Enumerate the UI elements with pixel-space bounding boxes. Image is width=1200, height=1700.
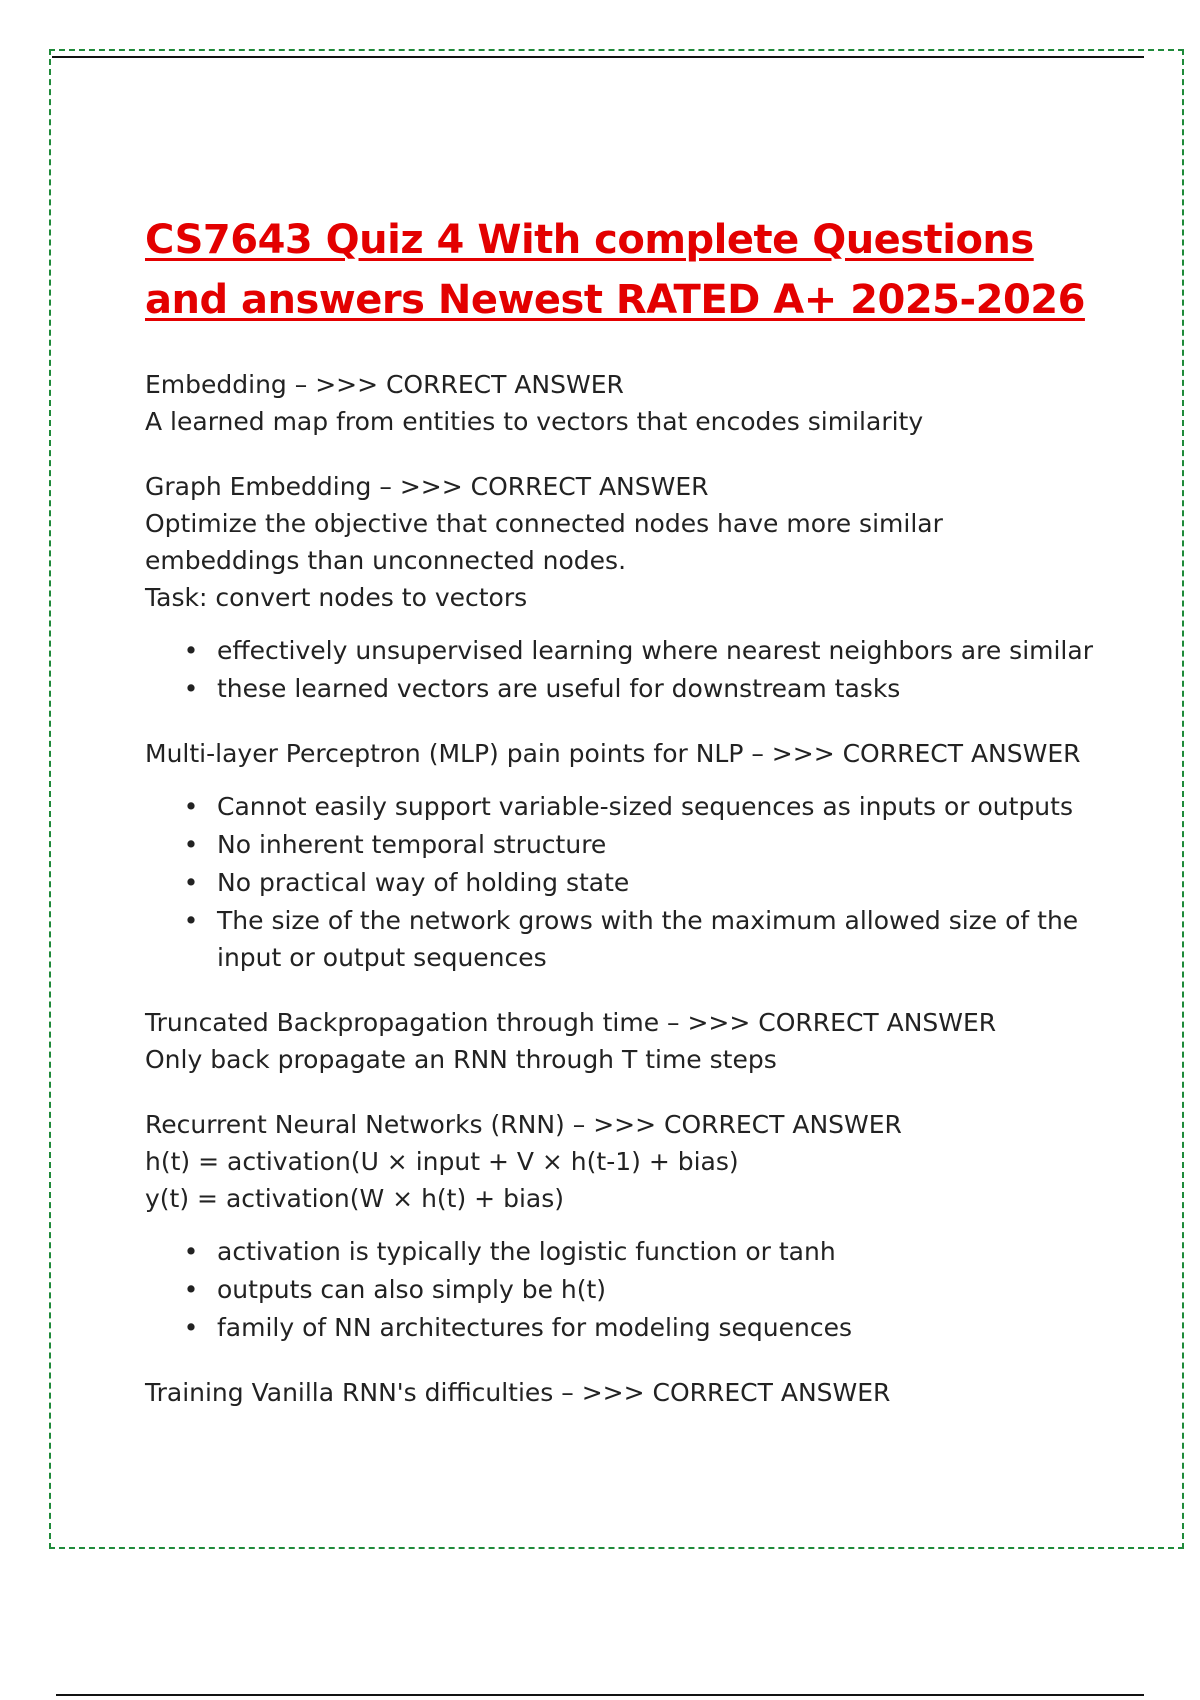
bullet-icon: •	[183, 868, 199, 897]
list-item	[145, 670, 1105, 707]
document-title: CS7643 Quiz 4 With complete Questions and answers Newest RATED A+ 2025-2026	[145, 217, 1085, 323]
bullet-icon: •	[183, 636, 199, 665]
answer-line: y(t) = activation(W × h(t) + bias)	[145, 1184, 564, 1213]
list-item	[145, 1233, 1105, 1270]
list-item	[145, 902, 1097, 976]
bullet-icon: •	[183, 1275, 199, 1304]
document-body	[145, 210, 1105, 1439]
qa-training-vanilla-rnn	[145, 1374, 1105, 1411]
bullet-icon: •	[183, 792, 199, 821]
bullet-list	[145, 632, 1105, 707]
list-item-text: Cannot easily support variable-sized sequences as inputs or outputs	[217, 792, 1073, 821]
question-text: Embedding – >>> CORRECT ANSWER	[145, 370, 624, 399]
list-item	[145, 1271, 1105, 1308]
list-item-text: effectively unsupervised learning where nearest neighbors are similar	[217, 636, 1093, 665]
list-item	[145, 1309, 1105, 1346]
qa-truncated-bptt	[145, 1004, 1105, 1078]
answer-line: embeddings than unconnected nodes.	[145, 546, 627, 575]
list-item-text: these learned vectors are useful for downstream tasks	[217, 674, 901, 703]
bullet-list	[145, 1233, 1105, 1346]
question-text: Recurrent Neural Networks (RNN) – >>> CORRECT ANSWER	[145, 1110, 902, 1139]
list-item-text: outputs can also simply be h(t)	[217, 1275, 607, 1304]
list-item-text: The size of the network grows with the maximum allowed size of the input or output sequences	[217, 906, 1079, 972]
answer-line: Only back propagate an RNN through T time steps	[145, 1045, 777, 1074]
bullet-icon: •	[183, 1313, 199, 1342]
list-item	[145, 864, 1105, 901]
list-item-text: No practical way of holding state	[217, 868, 630, 897]
footer-rule	[56, 1694, 1144, 1696]
list-item-text: family of NN architectures for modeling sequences	[217, 1313, 853, 1342]
list-item	[145, 826, 1105, 863]
question-text: Training Vanilla RNN's difficulties – >>> CORRECT ANSWER	[145, 1378, 891, 1407]
list-item	[145, 632, 1105, 669]
question-text: Graph Embedding – >>> CORRECT ANSWER	[145, 472, 709, 501]
bullet-icon: •	[183, 674, 199, 703]
qa-rnn	[145, 1106, 1105, 1346]
question-text: Truncated Backpropagation through time – >>> CORRECT ANSWER	[145, 1008, 997, 1037]
answer-line: Optimize the objective that connected nodes have more similar	[145, 509, 943, 538]
bullet-icon: •	[183, 830, 199, 859]
answer-line: Task: convert nodes to vectors	[145, 583, 528, 612]
header-rule	[52, 56, 1144, 58]
bullet-list	[145, 788, 1105, 976]
list-item	[145, 788, 1105, 825]
qa-graph-embedding	[145, 468, 1105, 707]
answer-line: h(t) = activation(U × input + V × h(t-1) + bias)	[145, 1147, 739, 1176]
bullet-icon: •	[183, 906, 199, 935]
list-item-text: activation is typically the logistic function or tanh	[217, 1237, 836, 1266]
question-text: Multi-layer Perceptron (MLP) pain points for NLP – >>> CORRECT ANSWER	[145, 739, 1081, 768]
list-item-text: No inherent temporal structure	[217, 830, 607, 859]
bullet-icon: •	[183, 1237, 199, 1266]
answer-line: A learned map from entities to vectors that encodes similarity	[145, 407, 924, 436]
qa-embedding	[145, 366, 1105, 440]
qa-mlp-pain-points	[145, 735, 1105, 976]
